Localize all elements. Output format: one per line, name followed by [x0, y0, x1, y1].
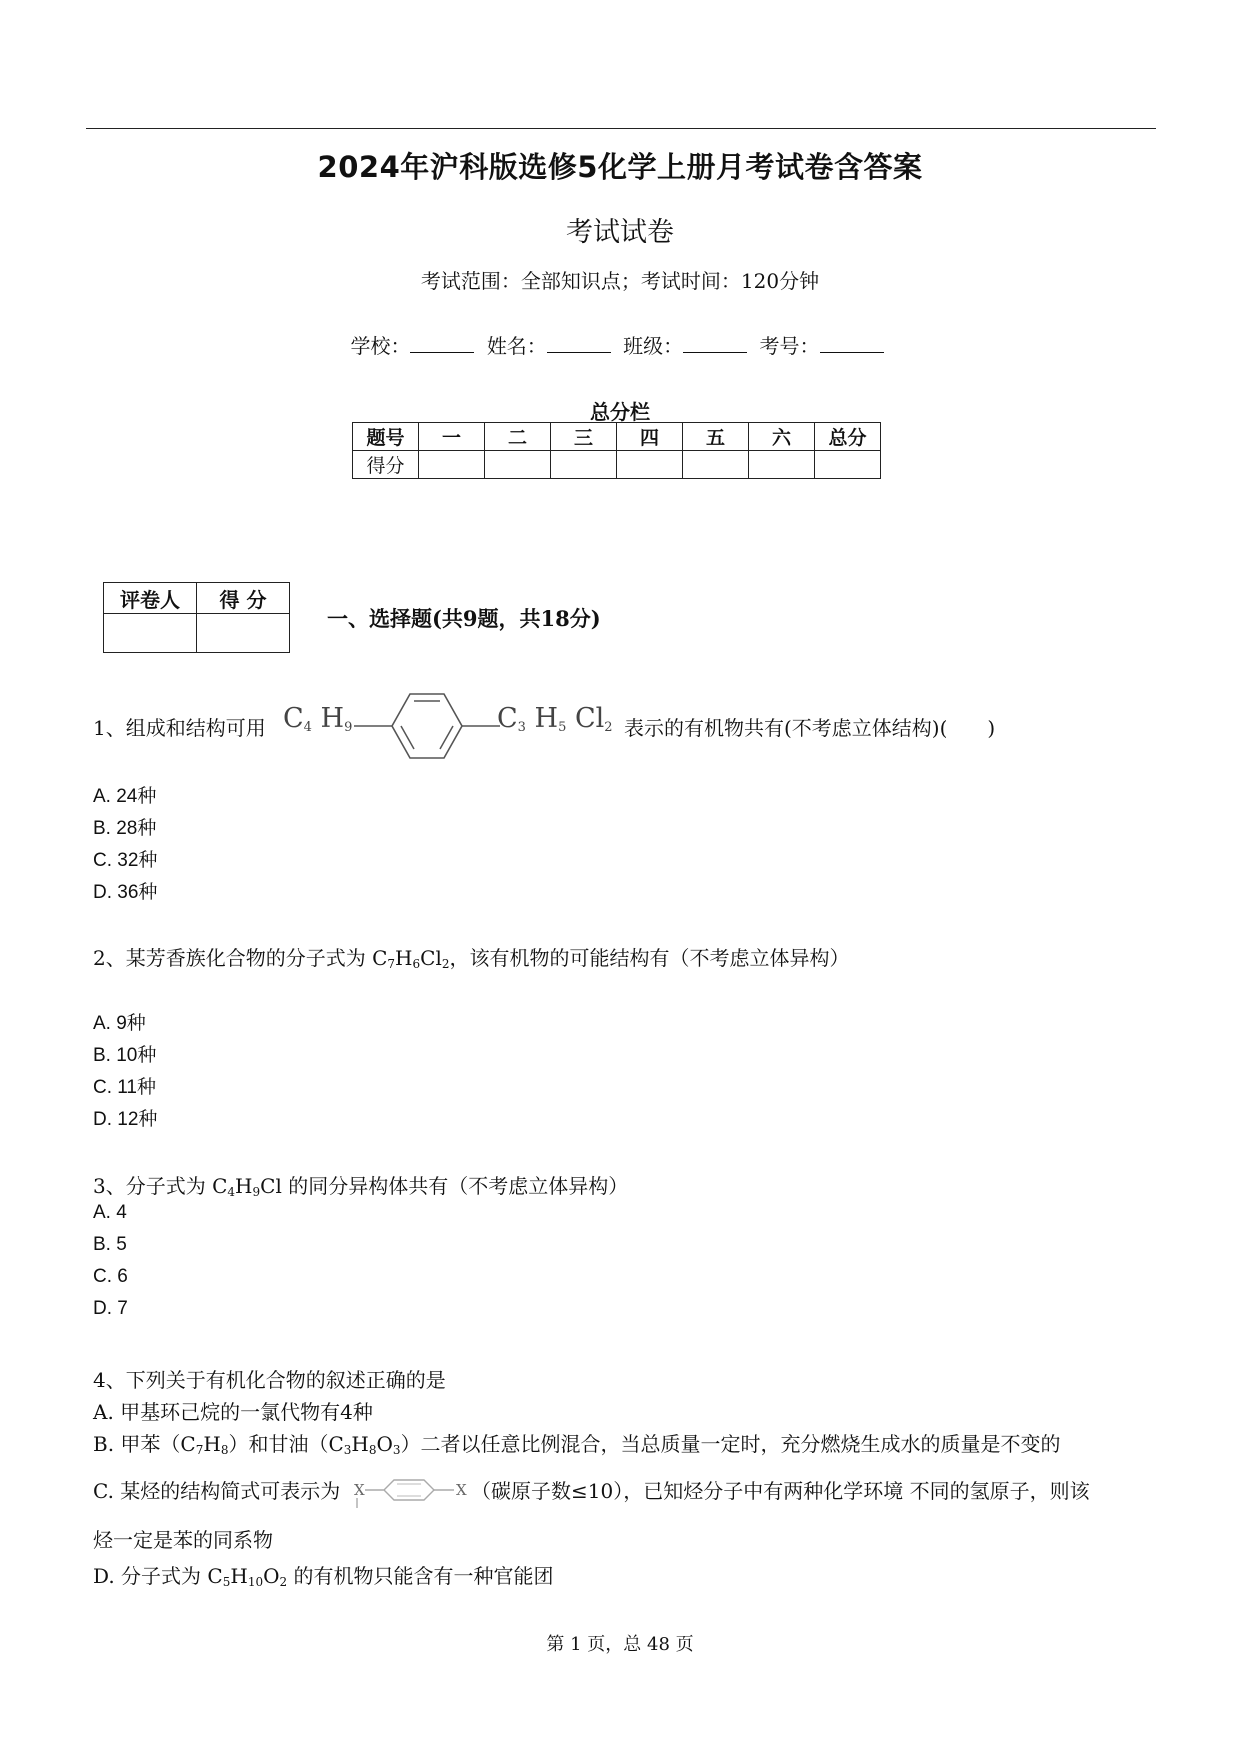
q4-c-p1: C. 某烃的结构简式可表示为 — [93, 1479, 341, 1503]
q1-f-h: H — [320, 703, 345, 734]
grader-header-cell: 评卷人 — [104, 583, 197, 614]
question-3-stem — [93, 1170, 628, 1199]
score-cell[interactable] — [815, 451, 881, 479]
q4-b-f2-b: H — [351, 1432, 369, 1456]
q3-f-b: H — [235, 1174, 253, 1198]
score-cell[interactable] — [419, 451, 485, 479]
q4-d-f-c-n: 2 — [279, 1575, 288, 1589]
q1-r-h-n: 5 — [558, 720, 567, 735]
q4-option-d[interactable] — [93, 1560, 554, 1589]
q3-option-b[interactable]: B. 5 — [93, 1234, 127, 1255]
q3-f-c: Cl — [260, 1174, 282, 1198]
score-header-cell: 题号 — [353, 423, 419, 451]
student-fields — [0, 330, 1240, 359]
score-row — [353, 451, 881, 479]
exam-subtitle: 考试试卷 — [566, 217, 674, 248]
q3-f-a-n: 4 — [227, 1185, 236, 1199]
score-table — [352, 422, 881, 479]
grader-table — [103, 582, 290, 653]
q1-r-h: H — [534, 703, 559, 734]
q4-option-c[interactable] — [93, 1475, 340, 1504]
score-header-row — [353, 423, 881, 451]
score-header-cell: 四 — [617, 423, 683, 451]
page-footer: 第 1 页，总 48 页 — [546, 1634, 694, 1655]
q1-f-c: C — [283, 703, 304, 734]
header-rule — [86, 128, 1156, 129]
grader-cell[interactable] — [104, 614, 197, 653]
q4-d-f-a-n: 5 — [222, 1575, 231, 1589]
q1-option-d[interactable]: D. 36种 — [93, 882, 158, 903]
grader-row — [104, 614, 290, 653]
score-header-cell: 三 — [551, 423, 617, 451]
score-table-caption: 总分栏 — [590, 400, 650, 424]
question-2-stem — [93, 942, 849, 971]
q4-b-p2: ）和甘油（ — [228, 1432, 329, 1456]
class-blank[interactable] — [683, 334, 747, 353]
q3-f-b-n: 9 — [252, 1185, 261, 1199]
q1-r-cl: Cl — [574, 703, 605, 734]
q4-b-p1: B. 甲苯（ — [93, 1432, 181, 1456]
q2-f-c: Cl — [420, 946, 442, 970]
exam-number-blank[interactable] — [820, 334, 884, 353]
q1-f-c-n: 4 — [303, 720, 312, 735]
section-title: 一、选择题(共9题，共18分) — [327, 606, 601, 631]
score-header-cell: 总分 — [815, 423, 881, 451]
q1-formula-right — [497, 703, 613, 734]
score-cell[interactable] — [683, 451, 749, 479]
q4-b-f1-a-n: 7 — [195, 1443, 204, 1457]
grader-cell[interactable] — [197, 614, 290, 653]
q4-d-p1: D. 分子式为 — [93, 1564, 208, 1588]
q4-d-f-a: C — [207, 1564, 223, 1588]
q2-f-a: C — [372, 946, 388, 970]
q1-option-b[interactable]: B. 28种 — [93, 818, 157, 839]
class-label: 班级： — [623, 334, 684, 358]
q4-b-f2-a: C — [328, 1432, 344, 1456]
school-label: 学校： — [350, 334, 411, 358]
q3-f-a: C — [212, 1174, 228, 1198]
grader-header-cell: 得 分 — [197, 583, 290, 614]
q3-stem-prefix: 3、分子式为 — [93, 1174, 213, 1198]
q2-option-b[interactable]: B. 10种 — [93, 1045, 157, 1066]
score-header-cell: 二 — [485, 423, 551, 451]
q4-b-f2-c-n: 3 — [392, 1443, 401, 1457]
question-4-stem: 4、下列关于有机化合物的叙述正确的是 — [93, 1368, 446, 1392]
q2-f-a-n: 7 — [387, 957, 396, 971]
q2-f-c-n: 2 — [441, 957, 450, 971]
q2-option-d[interactable]: D. 12种 — [93, 1109, 158, 1130]
score-header-cell: 一 — [419, 423, 485, 451]
q4-d-f-c: O — [263, 1564, 280, 1588]
q4-b-f1-a: C — [180, 1432, 196, 1456]
score-header-cell: 五 — [683, 423, 749, 451]
q2-formula — [372, 946, 449, 970]
q4-b-f2-b-n: 8 — [368, 1443, 377, 1457]
q1-option-c[interactable]: C. 32种 — [93, 850, 158, 871]
grader-header-row — [104, 583, 290, 614]
q1-r-c-n: 3 — [517, 720, 526, 735]
q2-stem-prefix: 2、某芳香族化合物的分子式为 — [93, 946, 373, 970]
q1-r-c: C — [497, 703, 518, 734]
q3-stem-suffix: 的同分异构体共有（不考虑立体异构） — [281, 1174, 629, 1198]
q4-d-p2: 的有机物只能含有一种官能团 — [287, 1564, 554, 1588]
q2-stem-suffix: ，该有机物的可能结构有（不考虑立体异构） — [449, 946, 850, 970]
q2-option-c[interactable]: C. 11种 — [93, 1077, 157, 1098]
name-blank[interactable] — [547, 334, 611, 353]
q4-b-p3: ）二者以任意比例混合，当总质量一定时，充分燃烧生成水的质量是不变的 — [400, 1432, 1061, 1456]
q2-option-a[interactable]: A. 9种 — [93, 1013, 146, 1034]
q2-f-b-n: 6 — [412, 957, 421, 971]
score-cell[interactable] — [485, 451, 551, 479]
exam-info: 考试范围：全部知识点；考试时间：120分钟 — [420, 269, 820, 293]
score-header-cell: 六 — [749, 423, 815, 451]
q3-option-d[interactable]: D. 7 — [93, 1298, 128, 1319]
q1-r-cl-n: 2 — [604, 720, 613, 735]
score-row-label: 得分 — [353, 451, 419, 479]
q4-d-f-b: H — [230, 1564, 248, 1588]
exam-number-label: 考号： — [759, 334, 820, 358]
para-disubstituted-benzene-icon — [354, 1476, 472, 1512]
q1-option-a[interactable]: A. 24种 — [93, 786, 157, 807]
q4-d-f-b-n: 10 — [247, 1575, 264, 1589]
q4-option-b[interactable] — [93, 1428, 1061, 1457]
q1-f-h-n: 9 — [344, 720, 353, 735]
q3-option-c[interactable]: C. 6 — [93, 1266, 128, 1287]
q4-b-f1-b: H — [203, 1432, 221, 1456]
x-label-left: X — [354, 1481, 365, 1499]
q4-b-f1-b-n: 8 — [220, 1443, 229, 1457]
question-1-stem-prefix: 1、组成和结构可用 — [93, 716, 266, 740]
q1-formula-left — [283, 703, 352, 734]
score-cell[interactable] — [749, 451, 815, 479]
name-label: 姓名： — [486, 334, 547, 358]
question-1-stem-suffix: 表示的有机物共有(不考虑立体结构)( ) — [624, 716, 996, 740]
q4-c-p3: 烃一定是苯的同系物 — [93, 1528, 273, 1552]
q4-c-p2: （碳原子数≤10），已知烃分子中有两种化学环境 不同的氢原子，则该 — [471, 1479, 1090, 1503]
score-cell[interactable] — [617, 451, 683, 479]
exam-title: 2024年沪科版选修5化学上册月考试卷含答案 — [317, 150, 923, 184]
q4-option-a[interactable]: A. 甲基环己烷的一氯代物有4种 — [93, 1400, 373, 1424]
q3-option-a[interactable]: A. 4 — [93, 1202, 127, 1223]
benzene-ring-icon — [352, 690, 502, 762]
q2-f-b: H — [395, 946, 413, 970]
score-cell[interactable] — [551, 451, 617, 479]
school-blank[interactable] — [410, 334, 474, 353]
q4-b-f2-c: O — [376, 1432, 393, 1456]
x-label-right: X — [456, 1481, 467, 1499]
q4-b-f2-a-n: 3 — [343, 1443, 352, 1457]
